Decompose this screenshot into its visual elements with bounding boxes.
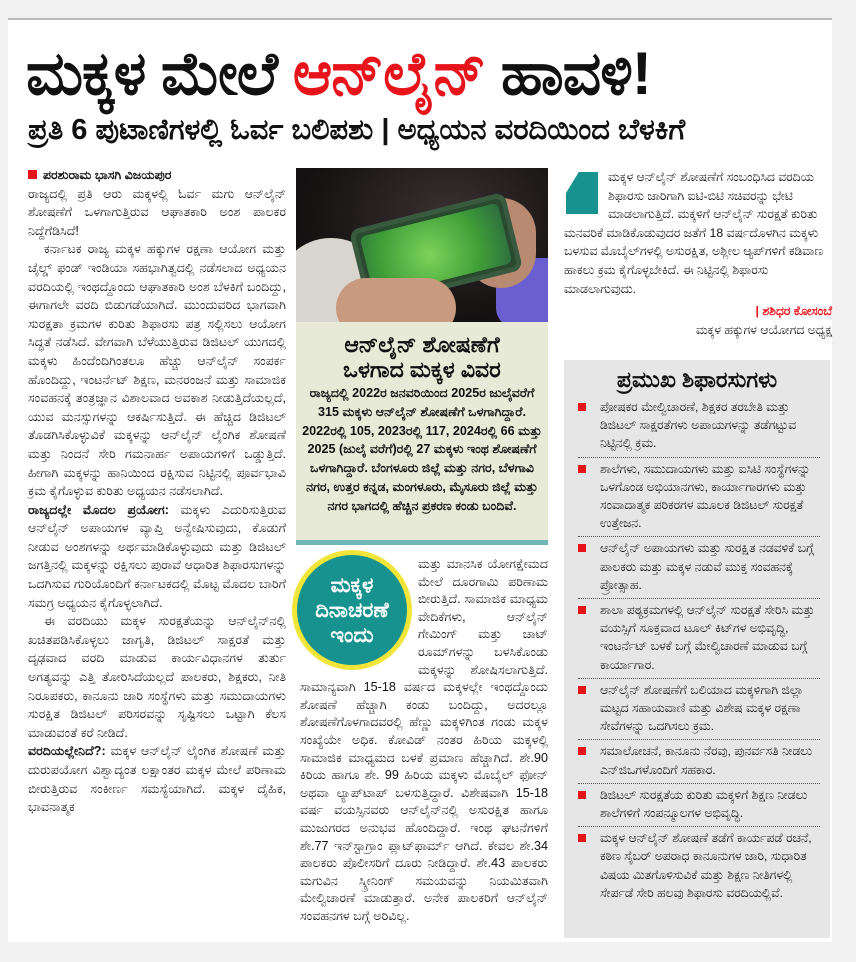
recommendation-item: [578, 537, 820, 599]
recommendation-text: ಪೋಷಕರ ಮೇಲ್ವಿಚಾರಣೆ, ಶಿಕ್ಷಕರ ತರಬೇತಿ ಮತ್ತು ಡಿಜಿಟಲ್ ಸಾಕ್ಷರತೆಗಳು ಅಪಾಯಗಳನ್ನು ತಡೆಗಟ್ಟುವ ನಿಟ್ಟಿನಲ್ಲಿ ಕ್ರಮ.: [600, 400, 796, 451]
recommendation-text: ಡಿಜಿಟಲ್ ಸುರಕ್ಷತೆಯ ಕುರಿತು ಮಕ್ಕಳಿಗೆ ಶಿಕ್ಷಣ ನೀಡಲು ಶಾಲೆಗಳಿಗೆ ಸಂಪನ್ಮೂಲಗಳ ಅಭಿವೃದ್ಧಿ.: [600, 787, 808, 821]
subheading: ವರದಿಯಲ್ಲೇನಿದೆ?:: [28, 744, 106, 759]
infobox-body: ರಾಜ್ಯದಲ್ಲಿ 2022ರ ಜನವರಿಯಿಂದ 2025ರ ಜುಲೈವರೆಗೆ 315 ಮಕ್ಕಳು ಆನ್‌ಲೈನ್ ಶೋಷಣೆಗೆ ಒಳಗಾಗಿದ್ದಾರೆ. 2022ರಲ್ಲಿ 105, 2023ರಲ್ಲಿ 117, 2024ರಲ್ಲಿ 66 ಮತ್ತು 2025 (ಜುಲೈ ವರೆಗೆ)ರಲ್ಲಿ 27 ಮಕ್ಕಳು ಇಂಥ ಶೋಷಣೆಗೆ ಒಳಗಾಗಿದ್ದಾರೆ. ಬೆಂಗಳೂರು ಜಿಲ್ಲೆ ಮತ್ತು ನಗರ, ಬೆಳಗಾವಿ ನಗರ, ಉತ್ತರ ಕನ್ನಡ, ಮಂಗಳೂರು, ಮೈಸೂರು ಜಿಲ್ಲೆ ಮತ್ತು ನಗರ ಭಾಗದಲ್ಲಿ ಹೆಚ್ಚಿನ ಪ್ರಕರಣ ಕಂಡು ಬಂದಿವೆ.: [302, 386, 542, 513]
recommendation-text: ಆನ್‌ಲೈನ್ ಶೋಷಣೆಗೆ ಬಲಿಯಾದ ಮಕ್ಕಳಿಗಾಗಿ ಜಿಲ್ಲಾ ಮಟ್ಟದ ಸಹಾಯವಾಣಿ ಮತ್ತು ವಿಶೇಷ ಮಕ್ಕಳ ರಕ್ಷಣಾ ಸೇವೆಗಳನ್ನು ಒದಗಿಸಲು ಕ್ರಮ.: [600, 682, 804, 734]
recommendation-text: ಶಾಲೆಗಳು, ಸಮುದಾಯಗಳು ಮತ್ತು ಐಸಿಟಿ ಸಂಸ್ಥೆಗಳನ್ನು ಒಳಗೊಂಡ ಅಭಿಯಾನಗಳು, ಕಾರ್ಯಾಗಾರಗಳು ಮತ್ತು ಸಂವಾದಾತ್ಮಕ ಪರಿಕರಗಳ ಮೂಲಕ ಡಿಜಿಟಲ್ ಸುರಕ್ಷತೆ ಉತ್ತೇಜನ.: [600, 461, 811, 531]
article-column-1: [28, 166, 286, 817]
badge-line1: ಮಕ್ಕಳ: [330, 573, 374, 597]
stats-infobox: [296, 322, 548, 545]
red-square-bullet-icon: [578, 544, 586, 552]
recommendation-text: ಸಮಾಲೋಚನೆ, ಕಾನೂನು ನೆರವು, ಪುನರ್ವಸತಿ ನೀಡಲು ಎನ್‌ಜಿಒಗಳೊಂದಿಗೆ ಸಹಕಾರ.: [600, 744, 813, 777]
red-square-bullet-icon: [578, 834, 586, 842]
photo-child-gaming-on-phone: [296, 168, 548, 322]
recommendations-title: ಪ್ರಮುಖ ಶಿಫಾರಸುಗಳು: [616, 367, 778, 392]
recommendation-item: [578, 679, 820, 741]
recommendation-text: ಆನ್‌ಲೈನ್ ಅಪಾಯಗಳು ಮತ್ತು ಸುರಕ್ಷಿತ ನಡವಳಿಕೆ ಬಗ್ಗೆ ಪಾಲಕರು ಮತ್ತು ಮಕ್ಕಳ ನಡುವೆ ಮುಕ್ತ ಸಂವಹನಕ್ಕೆ ಪ್ರೋತ್ಸಾಹ.: [600, 541, 814, 592]
infobox-title-line1: ಆನ್‌ಲೈನ್ ಶೋಷಣೆಗೆ: [344, 332, 500, 357]
red-square-bullet-icon: [578, 403, 586, 411]
article-paragraph: ಕರ್ನಾಟಕ ರಾಜ್ಯ ಮಕ್ಕಳ ಹಕ್ಕುಗಳ ರಕ್ಷಣಾ ಆಯೋಗ ಮತ್ತು ಚೈಲ್ಡ್ ಫಂಡ್ ಇಂಡಿಯಾ ಸಹಭಾಗಿತ್ವದಲ್ಲಿ ನಡೆಸಲಾದ ಅಧ್ಯಯನ ವರದಿಯಲ್ಲಿ ಇಂಥದ್ದೊಂದು ಆಘಾತಕಾರಿ ಅಂಶ ಬೆಳಕಿಗೆ ಬಂದಿದ್ದು, ಈಗಾಗಲೇ ವರದಿ ಬಿಡುಗಡೆಯಾಗಿದೆ. ಮುಂದುವರಿದ ಭಾಗವಾಗಿ ಸುರಕ್ಷತಾ ಕ್ರಮಗಳ ಕುರಿತು ಶಿಫಾರಸು ಪತ್ರ ಸಲ್ಲಿಸಲು ಆಯೋಗ ಸಿದ್ಧತೆ ನಡೆಸಿದೆ. ವೇಗವಾಗಿ ಬೆಳೆಯುತ್ತಿರುವ ಡಿಜಿಟಲ್ ಯುಗದಲ್ಲಿ ಮಕ್ಕಳು ಹಿಂದೆಂದಿಗಿಂತಲೂ ಹೆಚ್ಚು ಆನ್‌ಲೈನ್ ಸಂಪರ್ಕ ಹೊಂದಿದ್ದು, ಇಂಟರ್ನೆಟ್ ಶಿಕ್ಷಣ, ಮನರಂಜನೆ ಮತ್ತು ಸಾಮಾಜಿಕ ಸಂವಹನಕ್ಕೆ ತಂತ್ರಜ್ಞಾನ ವಿಶಾಲವಾದ ಅವಕಾಶ ನೀಡುತ್ತಿದೆಯಲ್ಲದೆ, ಯುವ ಮನಸ್ಸುಗಳನ್ನು ಆಕರ್ಷಿಸುತ್ತಿದೆ. ಈ ಹೆಚ್ಚಿದ ಡಿಜಿಟಲ್ ತೊಡಗಿಸಿಕೊಳ್ಳುವಿಕೆ ಮಕ್ಕಳನ್ನು ಆನ್‌ಲೈನ್ ಲೈಂಗಿಕ ಶೋಷಣೆ ಮತ್ತು ನಿಂದನೆ ಸೇರಿ ಗಮನಾರ್ಹ ಅಪಾಯಗಳಿಗೆ ಒಡ್ಡುತ್ತಿದೆ. ಹೀಗಾಗಿ ಮಕ್ಕಳನ್ನು ಹಾನಿಯಿಂದ ರಕ್ಷಿಸುವ ನಿಟ್ಟಿನಲ್ಲಿ ಪೂರ್ವಭಾವಿ ಕ್ರಮ ಕೈಗೊಳ್ಳುವ ಕುರಿತು ಅಧ್ಯಯನ ನಡೆಸಲಾಗಿದೆ.: [28, 242, 286, 499]
article-paragraph: ಈ ವರದಿಯು ಮಕ್ಕಳ ಸುರಕ್ಷತೆಯನ್ನು ಆನ್‌ಲೈನ್‌ನಲ್ಲಿ ಖಚಿತಪಡಿಸಿಕೊಳ್ಳಲು ಜಾಗೃತಿ, ಡಿಜಿಟಲ್ ಸಾಕ್ಷರತೆ ಮತ್ತು ದೃಢವಾದ ವರದಿ ಮಾಡುವ ಕಾರ್ಯವಿಧಾನಗಳ ತುರ್ತು ಅಗತ್ಯವನ್ನು ಎತ್ತಿ ತೋರಿಸಿದೆಯಲ್ಲದೆ ಪಾಲಕರು, ಶಿಕ್ಷಕರು, ನೀತಿ ನಿರೂಪಕರು, ಕಾನೂನು ಜಾರಿ ಸಂಸ್ಥೆಗಳು ಮತ್ತು ಸಮುದಾಯಗಳು ಸುರಕ್ಷಿತ ಡಿಜಿಟಲ್ ಪರಿಸರವನ್ನು ಸೃಷ್ಟಿಸಲು ಒಟ್ಟಾಗಿ ಕೆಲಸ ಮಾಡುವಂತೆ ಕರೆ ನೀಡಿದೆ.: [28, 614, 286, 740]
paragraph-text: ಮಕ್ಕಳ ಆನ್‌ಲೈನ್ ಲೈಂಗಿಕ ಶೋಷಣೆ ಮತ್ತು ದುರುಪಯೋಗ ವಿಶ್ವಾದ್ಯಂತ ಲಕ್ಷಾಂತರ ಮಕ್ಕಳ ಮೇಲೆ ಪರಿಣಾಮ ಬೀರುತ್ತಿರುವ ಸಂಕೀರ್ಣ ಸಮಸ್ಯೆಯಾಗಿದೆ. ಮಕ್ಕಳ ದೈಹಿಕ, ಭಾವನಾತ್ಮಕ: [28, 744, 287, 815]
headline: [26, 34, 826, 114]
recommendation-item: [578, 458, 820, 538]
article-paragraph: ರಾಜ್ಯದಲ್ಲಿ ಪ್ರತಿ ಆರು ಮಕ್ಕಳಲ್ಲಿ ಓರ್ವ ಮಗು ಆನ್‌ಲೈನ್ ಶೋಷಣೆಗೆ ಒಳಗಾಗುತ್ತಿರುವ ಆಘಾತಕಾರಿ ಅಂಶ ಪಾಲಕರ ನಿದ್ದೆಗೆಡಿಸಿದೆ!: [28, 186, 286, 238]
byline: [28, 166, 286, 185]
quote-author-role: ಮಕ್ಕಳ ಹಕ್ಕುಗಳ ಆಯೋಗದ ಅಧ್ಯಕ್ಷ: [695, 322, 832, 337]
recommendations-box: [564, 360, 830, 938]
red-square-bullet-icon: [578, 686, 586, 694]
infobox-title-line2: ಒಳಗಾದ ಮಕ್ಕಳ ವಿವರ: [343, 357, 501, 382]
headline-part2: ಹಾವಳಿ!: [485, 40, 651, 107]
recommendation-item: [578, 740, 820, 783]
recommendation-item: [578, 396, 820, 458]
recommendation-text: ಶಾಲಾ ಪಠ್ಯಕ್ರಮಗಳಲ್ಲಿ ಆನ್‌ಲೈನ್ ಸುರಕ್ಷತೆ ಸೇರಿಸಿ ಮತ್ತು ವಯಸ್ಸಿಗೆ ಸೂಕ್ತವಾದ ಟೂಲ್ ಕಿಟ್‌ಗಳ ಅಭಿವೃದ್ಧಿ, ಇಂಟರ್ನೆಟ್ ಬಳಕೆ ಬಗ್ಗೆ ಮೇಲ್ವಿಚಾರಣೆ ಮಾಡುವ ಬಗ್ಗೆ ಕಾರ್ಯಾಗಾರ.: [600, 603, 815, 672]
red-square-bullet-icon: [578, 465, 586, 473]
article-paragraph: [28, 501, 286, 613]
red-square-bullet-icon: [578, 791, 586, 799]
byline-text: ಪರಶುರಾಮ ಭಾಸಗಿ ವಿಜಯಪುರ: [43, 168, 172, 182]
article-paragraph: ಮತ್ತು ಮಾನಸಿಕ ಯೋಗಕ್ಷೇಮದ ಮೇಲೆ ದೂರಗಾಮಿ ಪರಿಣಾಮ ಬೀರುತ್ತಿದೆ. ಸಾಮಾಜಿಕ ಮಾಧ್ಯಮ ವೇದಿಕೆಗಳು, ಆನ್‌ಲೈನ್ ಗೇಮಿಂಗ್ ಮತ್ತು ಚಾಟ್ ರೂಮ್‌ಗಳನ್ನು ಬಳಸಿಕೊಂಡು ಮಕ್ಕಳನ್ನು ಶೋಷಿಸಲಾಗುತ್ತಿದೆ. ಸಾಮಾನ್ಯವಾಗಿ 15-18 ವರ್ಷದ ಮಕ್ಕಳಲ್ಲೇ ಇಂಥದ್ದೊಂದು ಶೋಷಣೆ ಹೆಚ್ಚಾಗಿ ಕಂಡು ಬಂದಿದ್ದು, ಅದರಲ್ಲೂ ಶೋಷಣೆಗೊಳಗಾದವರಲ್ಲಿ ಹೆಣ್ಣು ಮಕ್ಕಳಿಗಿಂತ ಗಂಡು ಮಕ್ಕಳ ಸಂಖ್ಯೆಯೇ ಅಧಿಕ. ಕೋವಿಡ್ ನಂತರ ಹಿರಿಯ ಮಕ್ಕಳಲ್ಲಿ ಸಾಮಾಜಿಕ ಮಾಧ್ಯಮದ ಬಳಕೆ ಪ್ರಮಾಣ ಹೆಚ್ಚಾಗಿದೆ. ಶೇ.90 ಕಿರಿಯ ಹಾಗೂ ಶೇ. 99 ಹಿರಿಯ ಮಕ್ಕಳು ಮೊಬೈಲ್ ಫೋನ್ ಅಥವಾ ಲ್ಯಾಪ್‌ಟಾಪ್ ಬಳಸುತ್ತಿದ್ದಾರೆ. ವಿಶೇಷವಾಗಿ 15-18 ವರ್ಷ ವಯಸ್ಸಿನವರು ಆನ್‌ಲೈನ್‌ನಲ್ಲಿ ಅಸುರಕ್ಷಿತ ಹಾಗೂ ಮುಜುಗರದ ಅನುಭವ ಹೊಂದಿದ್ದಾರೆ. ಇಂಥ ಘಟನೆಗಳಿಗೆ ಶೇ.77 ಇನ್‌ಸ್ಟಾಗ್ರಾಂ ಪ್ಲಾಟ್‌ಫಾರ್ಮ್ ಆಗಿದೆ. ಕೇವಲ ಶೇ.34 ಪಾಲಕರು ಪೊಲೀಸರಿಗೆ ದೂರು ನೀಡಿದ್ದಾರೆ. ಶೇ.43 ಪಾಲಕರು ಮಗುವಿನ ಸ್ಕ್ರೀನಿಂಗ್ ಸಮಯವನ್ನು ನಿಯಮಿತವಾಗಿ ಮೇಲ್ವಿಚಾರಣೆ ಮಾಡುತ್ತಾರೆ. ಅನೇಕ ಪಾಲಕರಿಗೆ ಆನ್‌ಲೈನ್ ಸಂವಹನಗಳ ಬಗ್ಗೆ ಅರಿವಿಲ್ಲ.: [300, 557, 548, 923]
badge-line2: ದಿನಾಚರಣೆ: [315, 598, 389, 622]
recommendation-text: ಮಕ್ಕಳ ಆನ್‌ಲೈನ್ ಶೋಷಣೆ ತಡೆಗೆ ಕಾರ್ಯಪಡೆ ರಚನೆ, ಕಠಿಣ ಸೈಬರ್ ಅಪರಾಧ ಕಾನೂನುಗಳ ಜಾರಿ, ಸುಧಾರಿತ ವಿಷಯ ಮಿತಗೊಳಿಸುವಿಕೆ ಮತ್ತು ಶಿಕ್ಷಣ ನೀತಿಗಳಲ್ಲಿ ಸೇರ್ಪಡೆ ಸೇರಿ ಹಲವು ಶಿಫಾರಸು ವರದಿಯಲ್ಲಿವೆ.: [600, 831, 812, 900]
childrens-day-badge: [292, 550, 412, 670]
newspaper-clipping: [8, 18, 832, 942]
red-square-icon: [28, 170, 37, 179]
badge-line3: ಇಂದು: [330, 623, 374, 647]
quote-author: | ಶಶಿಧರ ಕೋಸಂಬೆ: [755, 304, 832, 319]
recommendation-item: [578, 827, 820, 906]
recommendation-item: [578, 599, 820, 679]
headline-highlight: ಆನ್‌ಲೈನ್: [292, 40, 486, 107]
red-square-bullet-icon: [578, 606, 586, 614]
infobox-title: [296, 332, 548, 382]
subheadline: ಪ್ರತಿ 6 ಪುಟಾಣಿಗಳಲ್ಲಿ ಓರ್ವ ಬಲಿಪಶು | ಅಧ್ಯಯನ ವರದಿಯಿಂದ ಬೆಳಕಿಗೆ: [28, 114, 686, 146]
red-square-bullet-icon: [578, 747, 586, 755]
recommendations-list: [564, 396, 830, 906]
pull-quote: [564, 168, 832, 339]
headline-part1: ಮಕ್ಕಳ ಮೇಲೆ: [26, 40, 293, 107]
quote-text: ಮಕ್ಕಳ ಆನ್‌ಲೈನ್ ಶೋಷಣೆಗೆ ಸಂಬಂಧಿಸಿದ ವರದಿಯ ಶಿಫಾರಸು ಜಾರಿಗಾಗಿ ಐಟಿ-ಬಿಟಿ ಸಚಿವರನ್ನು ಭೇಟಿ ಮಾಡಲಾಗುತ್ತಿದೆ. ಮಕ್ಕಳಿಗೆ ಆನ್‌ಲೈನ್ ಸುರಕ್ಷತೆ ಕುರಿತು ಮನವರಿಕೆ ಮಾಡಿಕೊಡುವುದರ ಜತೆಗೆ 18 ವರ್ಷದೊಳಗಿನ ಮಕ್ಕಳು ಬಳಸುವ ಮೊಬೈಲ್‌ಗಳಲ್ಲಿ ಅಸುರಕ್ಷಿತ, ಅಶ್ಲೀಲ ಆ್ಯಪ್‌ಗಳಿಗೆ ಕಡಿವಾಣ ಹಾಕಲು ಕ್ರಮ ಕೈಗೊಳ್ಳಬೇಕಿದೆ. ಈ ನಿಟ್ಟಿನಲ್ಲಿ ಶಿಫಾರಸು ಮಾಡಲಾಗುವುದು.: [564, 170, 824, 296]
subheading: ರಾಜ್ಯದಲ್ಲೇ ಮೊದಲ ಪ್ರಯೋಗ:: [28, 502, 169, 517]
article-paragraph: [28, 742, 286, 816]
paragraph-text: ಮಕ್ಕಳು ಎದುರಿಸುತ್ತಿರುವ ಆನ್‌ಲೈನ್ ಅಪಾಯಗಳ ವ್ಯಾಪ್ತಿ ಅನ್ವೇಷಿಸುವುದು, ಕೊಡುಗೆ ನೀಡುವ ಅಂಶಗಳನ್ನು ಅರ್ಥಮಾಡಿಕೊಳ್ಳುವುದು ಮತ್ತು ಡಿಜಿಟಲ್ ಜಗತ್ತಿನಲ್ಲಿ ಮಕ್ಕಳನ್ನು ರಕ್ಷಿಸಲು ಪುರಾವೆ ಆಧಾರಿತ ಶಿಫಾರಸುಗಳನ್ನು ಒದಗಿಸುವ ಗುರಿಯೊಂದಿಗೆ ಕರ್ನಾಟಕದಲ್ಲಿ ಮೊಟ್ಟ ಮೊದಲ ಬಾರಿಗೆ ಸಮಗ್ರ ಅಧ್ಯಯನ ಕೈಗೊಳ್ಳಲಾಗಿದೆ.: [28, 502, 286, 610]
recommendation-item: [578, 784, 820, 827]
